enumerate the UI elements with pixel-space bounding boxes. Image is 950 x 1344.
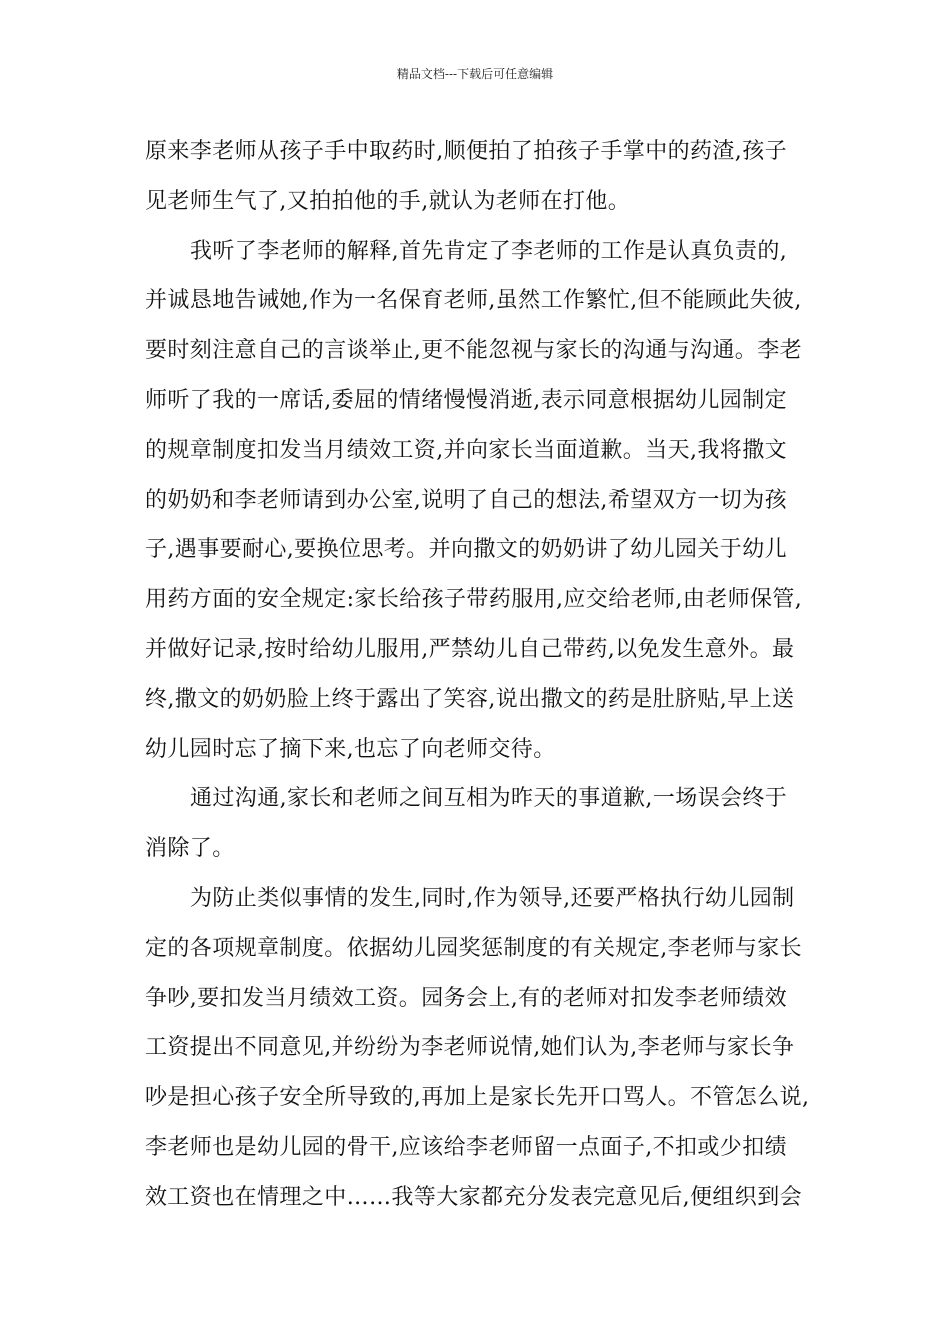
text-line: 要时刻注意自己的言谈举止,更不能忽视与家长的沟通与沟通。李老 <box>145 338 802 364</box>
document-body <box>145 127 810 1223</box>
text-line: 我听了李老师的解释,首先肯定了李老师的工作是认真负责的, <box>190 238 788 264</box>
text-line: 为防止类似事情的发生,同时,作为领导,还要严格执行幼儿园制 <box>190 885 795 911</box>
text-line: 的奶奶和李老师请到办公室,说明了自己的想法,希望双方一切为孩 <box>145 487 787 513</box>
text-line: 幼儿园时忘了摘下来,也忘了向老师交待。 <box>145 736 556 762</box>
text-line: 师听了我的一席话,委屈的情绪慢慢消逝,表示同意根据幼儿园制定 <box>145 387 787 413</box>
page-header: 精品文档---下载后可任意编辑 <box>396 67 554 81</box>
text-line: 消除了。 <box>145 836 235 862</box>
text-line: 争吵,要扣发当月绩效工资。园务会上,有的老师对扣发李老师绩效 <box>145 985 787 1011</box>
text-line: 用药方面的安全规定:家长给孩子带药服用,应交给老师,由老师保管, <box>145 587 803 613</box>
text-line: 定的各项规章制度。依据幼儿园奖惩制度的有关规定,李老师与家长 <box>145 935 802 961</box>
text-line: 原来李老师从孩子手中取药时,顺便拍了拍孩子手掌中的药渣,孩子 <box>145 139 787 164</box>
text-line: 见老师生气了,又拍拍他的手,就认为老师在打他。 <box>145 188 631 214</box>
text-line: 通过沟通,家长和老师之间互相为昨天的事道歉,一场误会终于 <box>190 786 788 812</box>
text-line: 并诚恳地告诫她,作为一名保育老师,虽然工作繁忙,但不能顾此失彼, <box>145 288 802 314</box>
text-line: 的规章制度扣发当月绩效工资,并向家长当面道歉。当天,我将撒文 <box>145 437 787 463</box>
text-line: 终,撒文的奶奶脸上终于露出了笑容,说出撒文的药是肚脐贴,早上送 <box>145 686 795 712</box>
text-line: 并做好记录,按时给幼儿服用,严禁幼儿自己带药,以免发生意外。最 <box>145 636 795 662</box>
text-line: 吵是担心孩子安全所导致的,再加上是家长先开口骂人。不管怎么说, <box>145 1085 810 1111</box>
text-line: 李老师也是幼儿园的骨干,应该给李老师留一点面子,不扣或少扣绩 <box>145 1134 787 1160</box>
text-line: 子,遇事要耐心,要换位思考。并向撒文的奶奶讲了幼儿园关于幼儿 <box>145 537 787 563</box>
text-line: 效工资也在情理之中……我等大家都充分发表完意见后,便组织到会 <box>145 1184 802 1210</box>
text-line: 工资提出不同意见,并纷纷为李老师说情,她们认为,李老师与家长争 <box>145 1035 795 1061</box>
